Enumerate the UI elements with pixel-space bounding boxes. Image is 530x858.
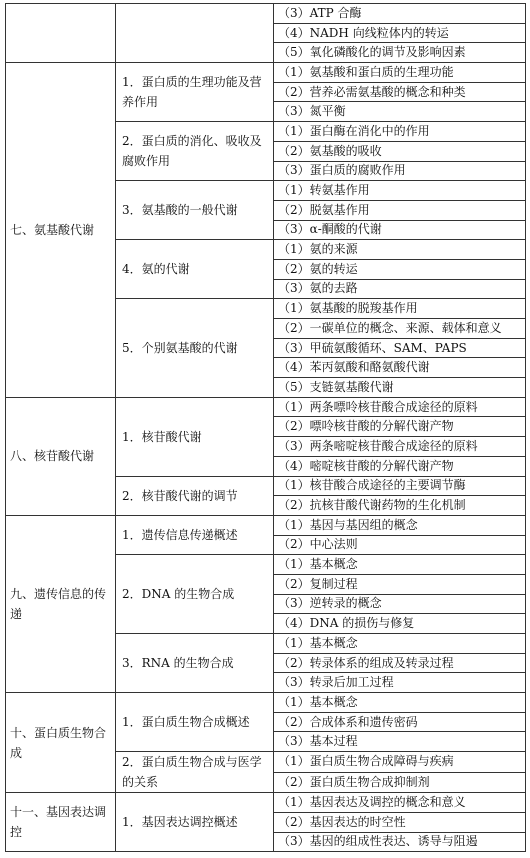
section-title-cell: 3．RNA 的生物合成 bbox=[116, 634, 274, 693]
table-row bbox=[6, 63, 526, 83]
topic-item-cell: （2）氨基酸的吸收 bbox=[274, 141, 526, 161]
topic-item-cell: （3）α-酮酸的代谢 bbox=[274, 220, 526, 240]
topic-item-cell: （3）逆转录的概念 bbox=[274, 594, 526, 614]
topic-item-cell: （1）氨的来源 bbox=[274, 240, 526, 260]
syllabus-table-body bbox=[6, 4, 526, 852]
topic-item-cell: （2）中心法则 bbox=[274, 535, 526, 555]
topic-item-cell: （2）基因表达的时空性 bbox=[274, 812, 526, 832]
section-title-cell: 3．氨基酸的一般代谢 bbox=[116, 181, 274, 240]
topic-item-cell: （1）核苷酸合成途径的主要调节酶 bbox=[274, 476, 526, 496]
syllabus-table bbox=[5, 3, 526, 852]
topic-item-cell: （1）蛋白酶在消化中的作用 bbox=[274, 122, 526, 142]
topic-item-cell: （1）蛋白质生物合成障碍与疾病 bbox=[274, 752, 526, 773]
topic-item-cell: （2）蛋白质生物合成抑制剂 bbox=[274, 772, 526, 793]
topic-item-cell: （1）氨基酸的脱羧基作用 bbox=[274, 299, 526, 319]
topic-item-cell: （2）合成体系和遗传密码 bbox=[274, 712, 526, 732]
chapter-title-cell: 七、氨基酸代谢 bbox=[6, 63, 116, 398]
topic-item-cell: （3）蛋白质的腐败作用 bbox=[274, 161, 526, 181]
topic-item-cell: （4）苯丙氨酸和酪氨酸代谢 bbox=[274, 358, 526, 378]
chapter-title-cell bbox=[6, 4, 116, 63]
section-title-cell: 1．遗传信息传递概述 bbox=[116, 515, 274, 554]
table-row bbox=[6, 4, 526, 24]
table-row bbox=[6, 397, 526, 417]
chapter-title-cell: 十、蛋白质生物合成 bbox=[6, 693, 116, 793]
topic-item-cell: （4）NADH 向线粒体内的转运 bbox=[274, 23, 526, 43]
table-row bbox=[6, 693, 526, 713]
chapter-title-cell: 八、核苷酸代谢 bbox=[6, 397, 116, 515]
chapter-title-cell: 九、遗传信息的传递 bbox=[6, 515, 116, 692]
topic-item-cell: （1）基因表达及调控的概念和意义 bbox=[274, 793, 526, 813]
table-row bbox=[6, 515, 526, 535]
section-title-cell: 2．蛋白质的消化、吸收及腐败作用 bbox=[116, 122, 274, 181]
table-row bbox=[6, 793, 526, 813]
section-title-cell: 1．蛋白质的生理功能及营养作用 bbox=[116, 63, 274, 122]
chapter-title-cell: 十一、基因表达调控 bbox=[6, 793, 116, 852]
topic-item-cell: （3）ATP 合酶 bbox=[274, 4, 526, 24]
section-title-cell: 2．核苷酸代谢的调节 bbox=[116, 476, 274, 515]
topic-item-cell: （2）氨的转运 bbox=[274, 259, 526, 279]
topic-item-cell: （3）转录后加工过程 bbox=[274, 673, 526, 693]
topic-item-cell: （3）甲硫氨酸循环、SAM、PAPS bbox=[274, 338, 526, 358]
topic-item-cell: （1）转氨基作用 bbox=[274, 181, 526, 201]
topic-item-cell: （3）基本过程 bbox=[274, 732, 526, 752]
topic-item-cell: （5）支链氨基酸代谢 bbox=[274, 378, 526, 398]
topic-item-cell: （4）DNA 的损伤与修复 bbox=[274, 614, 526, 634]
topic-item-cell: （1）两条嘌呤核苷酸合成途径的原料 bbox=[274, 397, 526, 417]
section-title-cell: 1．基因表达调控概述 bbox=[116, 793, 274, 852]
section-title-cell: 4．氨的代谢 bbox=[116, 240, 274, 299]
section-title-cell: 2．蛋白质生物合成与医学的关系 bbox=[116, 752, 274, 793]
topic-item-cell: （3）两条嘧啶核苷酸合成途径的原料 bbox=[274, 437, 526, 457]
topic-item-cell: （1）基本概念 bbox=[274, 634, 526, 654]
topic-item-cell: （3）氮平衡 bbox=[274, 102, 526, 122]
topic-item-cell: （2）转录体系的组成及转录过程 bbox=[274, 653, 526, 673]
topic-item-cell: （2）脱氨基作用 bbox=[274, 200, 526, 220]
section-title-cell: 1．蛋白质生物合成概述 bbox=[116, 693, 274, 752]
section-title-cell bbox=[116, 4, 274, 63]
topic-item-cell: （1）基本概念 bbox=[274, 693, 526, 713]
topic-item-cell: （2）嘌呤核苷酸的分解代谢产物 bbox=[274, 417, 526, 437]
topic-item-cell: （1）氨基酸和蛋白质的生理功能 bbox=[274, 63, 526, 83]
topic-item-cell: （3）氨的去路 bbox=[274, 279, 526, 299]
topic-item-cell: （2）营养必需氨基酸的概念和种类 bbox=[274, 82, 526, 102]
section-title-cell: 2．DNA 的生物合成 bbox=[116, 555, 274, 634]
topic-item-cell: （5）氧化磷酸化的调节及影响因素 bbox=[274, 43, 526, 63]
topic-item-cell: （2）抗核苷酸代谢药物的生化机制 bbox=[274, 496, 526, 516]
topic-item-cell: （2）复制过程 bbox=[274, 574, 526, 594]
topic-item-cell: （4）嘧啶核苷酸的分解代谢产物 bbox=[274, 456, 526, 476]
section-title-cell: 1．核苷酸代谢 bbox=[116, 397, 274, 476]
topic-item-cell: （1）基本概念 bbox=[274, 555, 526, 575]
section-title-cell: 5．个别氨基酸的代谢 bbox=[116, 299, 274, 397]
topic-item-cell: （3）基因的组成性表达、诱导与阻遏 bbox=[274, 832, 526, 852]
topic-item-cell: （2）一碳单位的概念、来源、载体和意义 bbox=[274, 319, 526, 339]
topic-item-cell: （1）基因与基因组的概念 bbox=[274, 515, 526, 535]
